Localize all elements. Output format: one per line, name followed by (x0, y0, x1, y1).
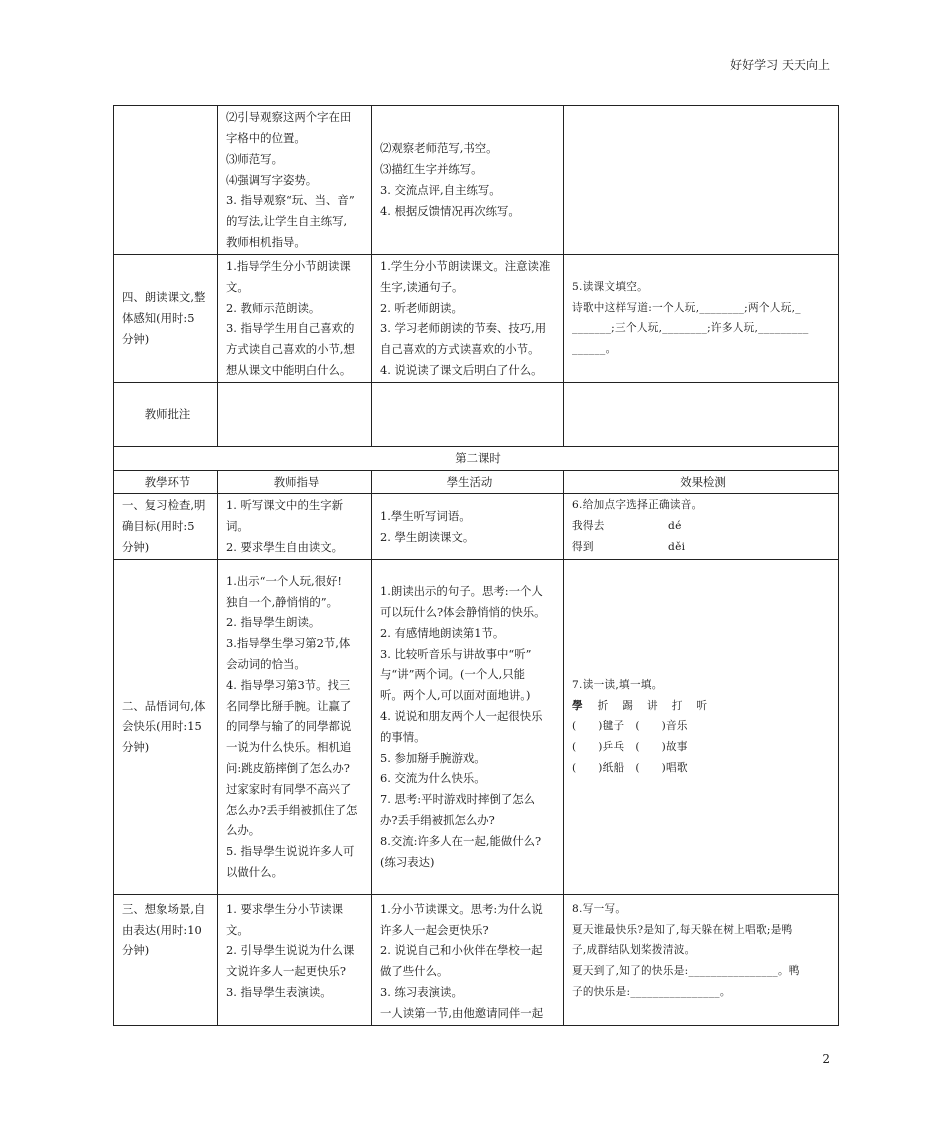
text-line: 可以玩什么?体会静悄悄的快乐。 (380, 604, 546, 619)
teacher-comment-label: 教师批注 (114, 382, 218, 446)
student-activity-cell (372, 559, 564, 894)
text-line: ⑶描红生字并练写。 (380, 162, 483, 177)
text-line: 一人读第一节,由他邀请同伴一起 (380, 1005, 544, 1020)
text-line: 4. 说说和朋友两个人一起很快乐 (380, 708, 543, 723)
text-line: 2. 引导學生说说为什么课 (226, 943, 355, 958)
text-line: 夏天到了,知了的快乐是:________________。鸭 (572, 965, 800, 978)
text-line: 问:跳皮筋摔倒了怎么办? (226, 760, 350, 775)
text-line: 2. 听老师朗读。 (380, 300, 463, 315)
effect-check-cell (564, 559, 839, 894)
lesson-plan-table (113, 105, 839, 1026)
text-line: 2. 指导學生朗读。 (226, 615, 321, 630)
text-line: ⑶师范写。 (226, 151, 283, 166)
text-line: 1.学生分小节朗读课文。注意读准 (380, 259, 551, 273)
lesson-title: 第二课时 (114, 446, 839, 470)
text-line: 1.朗读出示的句子。思考:一个人 (380, 584, 543, 599)
text-line: 怎么办?丢手绢被抓住了怎 (226, 802, 358, 817)
text-line: 分钟) (122, 539, 150, 554)
teacher-comment-cell (372, 382, 564, 446)
teacher-guidance-cell (218, 494, 372, 559)
stage-cell (114, 106, 218, 255)
text-line: 与“讲”两个词。(一个人,只能 (380, 667, 526, 682)
stage-cell (114, 255, 218, 383)
table-row (114, 559, 839, 894)
stage-cell (114, 494, 218, 559)
text-line: 的事情。 (380, 729, 426, 744)
text-line: 子的快乐是:________________。 (572, 985, 731, 998)
student-activity-cell (372, 106, 564, 255)
reading-item: 我得去 dé (572, 520, 682, 533)
text-line: 字格中的位置。 (226, 131, 306, 145)
text-line: 四、朗读课文,整 (122, 290, 206, 305)
table-row (114, 894, 839, 1025)
text-line: 5. 参加掰手腕游戏。 (380, 750, 486, 765)
teacher-guidance-cell (218, 106, 372, 255)
text-line: 生字,读通句子。 (380, 279, 464, 294)
text-line: 文。 (226, 279, 249, 294)
column-header: 學生活动 (372, 470, 564, 494)
text-line: 分钟) (122, 331, 150, 346)
stage-cell (114, 894, 218, 1025)
text-line: 3. 指导學生表演读。 (226, 984, 332, 999)
text-line: 以做什么。 (226, 864, 283, 879)
text-line: 会快乐(用时:15 (122, 719, 202, 734)
text-line: 1.出示“一个人玩,很好! (226, 573, 343, 588)
text-line: ⑵引导观察这两个字在田 (226, 110, 352, 125)
fill-row: ( )纸船 ( )唱歌 (572, 761, 688, 774)
text-line: 的写法,让学生自主练写, (226, 214, 348, 229)
table-row (114, 446, 839, 470)
effect-check-cell (564, 894, 839, 1025)
student-activity-cell (372, 494, 564, 559)
effect-check-cell (564, 494, 839, 559)
text-line: 词。 (226, 519, 249, 534)
text-line: 5. 指导學生说说许多人可 (226, 844, 355, 859)
text-line: 办?丢手绢被抓怎么办? (380, 812, 495, 827)
text-line: 3. 比较听音乐与讲故事中“听” (380, 646, 532, 661)
text-line: 子,成群结队划桨拨清波。 (572, 944, 696, 957)
text-line: 4. 指导學习第3节。找三 (226, 677, 351, 692)
fill-row: ( )毽子 ( )音乐 (572, 720, 688, 733)
text-line: 1.學生听写词语。 (380, 508, 471, 523)
text-line: 文。 (226, 922, 249, 937)
text-line: 夏天谁最快乐?是知了,每天躲在树上唱歌;是鸭 (572, 923, 793, 936)
text-line: 8.写一写。 (572, 902, 627, 915)
text-line: ______。 (572, 343, 617, 356)
text-line: 确目标(用时:5 (122, 519, 195, 534)
stage-cell (114, 559, 218, 894)
text-line: 过家家时有同學不高兴了 (226, 781, 352, 796)
text-line: 1. 听写课文中的生字新 (226, 498, 344, 513)
page-number: 2 (822, 1052, 830, 1066)
text-line: 自己喜欢的方式读喜欢的小节。 (380, 342, 540, 357)
text-line: 2. 有感情地朗读第1节。 (380, 625, 505, 640)
text-line: ⑷强调写字姿势。 (226, 172, 318, 187)
text-line: 三、想象场景,自 (122, 901, 206, 916)
text-line: 2. 要求學生自由读文。 (226, 539, 344, 554)
text-line: 文说许多人一起更快乐? (226, 964, 347, 979)
fill-row: ( )乒乓 ( )故事 (572, 741, 688, 754)
table-row (114, 382, 839, 446)
text-line: 名同學比掰手腕。让赢了 (226, 698, 352, 713)
text-line: 1.指导学生分小节朗读课 (226, 259, 351, 273)
text-line: 3. 交流点评,自主练写。 (380, 183, 501, 197)
text-line: 4. 根据反馈情况再次练写。 (380, 203, 520, 218)
text-line: 许多人一起会更快乐? (380, 922, 489, 937)
text-line: 2. 说说自己和小伙伴在學校一起 (380, 943, 543, 958)
text-line: 体感知(用时:5 (122, 310, 195, 325)
text-line: 教师相机指导。 (226, 234, 306, 249)
text-line: 1. 要求學生分小节读课 (226, 901, 344, 916)
teacher-comment-cell (218, 382, 372, 446)
text-line: 2. 學生朗读课文。 (380, 529, 475, 544)
text-line: 4. 说说读了课文后明白了什么。 (380, 362, 543, 377)
text-line: 方式读自己喜欢的小节,想 (226, 342, 355, 357)
text-line: 3. 练习表演读。 (380, 984, 463, 999)
text-line: 3. 指导观察“玩、当、音” (226, 193, 355, 208)
text-line: 3. 指导学生用自己喜欢的 (226, 321, 355, 336)
text-line: 1.分小节读课文。思考:为什么说 (380, 901, 543, 916)
text-line: (练习表达) (380, 854, 435, 869)
teacher-comment-cell (564, 382, 839, 446)
text-line: 诗歌中这样写道:一个人玩,________;两个人玩,_ (572, 301, 801, 314)
column-header: 效果检测 (564, 470, 839, 494)
column-header: 教學环节 (114, 470, 218, 494)
text-line: 由表达(用时:10 (122, 922, 202, 937)
table-row (114, 494, 839, 559)
text-line: 听。两个人,可以面对面地讲。) (380, 688, 531, 703)
text-line: 2. 教师示范朗读。 (226, 300, 321, 315)
teacher-guidance-cell (218, 559, 372, 894)
table-row (114, 106, 839, 255)
effect-check-cell (564, 106, 839, 255)
table-row (114, 255, 839, 383)
text-line: 独自一个,静悄悄的”。 (226, 594, 338, 609)
teacher-guidance-cell (218, 894, 372, 1025)
header-motto: 好好学习 天天向上 (730, 58, 830, 72)
text-line: _______;三个人玩,________;许多人玩,_________ (572, 322, 809, 335)
teacher-guidance-cell (218, 255, 372, 383)
check-title: 6.给加点字选择正确读音。 (572, 499, 703, 512)
reading-item: 得到 děi (572, 540, 686, 553)
text-line: 6. 交流为什么快乐。 (380, 771, 486, 786)
text-line: 二、品悟词句,体 (122, 698, 206, 713)
text-line: 3. 学习老师朗读的节奏、技巧,用 (380, 321, 547, 336)
text-line: 一说为什么快乐。相机追 (226, 740, 352, 755)
student-activity-cell (372, 894, 564, 1025)
text-line: 分钟) (122, 740, 150, 755)
student-activity-cell (372, 255, 564, 383)
text-line: 想从课文中能明白什么。 (226, 362, 352, 377)
check-title: 7.读一读,填一填。 (572, 678, 663, 691)
text-line: 一、复习检查,明 (122, 498, 206, 513)
text-line: 3.指导學生學习第2节,体 (226, 636, 351, 651)
effect-check-cell (564, 255, 839, 383)
text-line: 么办。 (226, 823, 261, 838)
text-line: 做了些什么。 (380, 964, 449, 979)
text-line: 8.交流:许多人在一起,能做什么? (380, 833, 542, 848)
text-line: 7. 思考:平时游戏时摔倒了怎么 (380, 792, 536, 807)
verb-options: 學 折 踢 讲 打 听 (572, 699, 708, 712)
text-line: 会动词的恰当。 (226, 656, 306, 671)
table-header-row (114, 470, 839, 494)
text-line: 分钟) (122, 943, 150, 958)
text-line: 的同學与输了的同學都说 (226, 719, 352, 734)
text-line: 5.读课文填空。 (572, 280, 649, 293)
text-line: ⑵观察老师范写,书空。 (380, 141, 498, 156)
column-header: 教师指导 (218, 470, 372, 494)
